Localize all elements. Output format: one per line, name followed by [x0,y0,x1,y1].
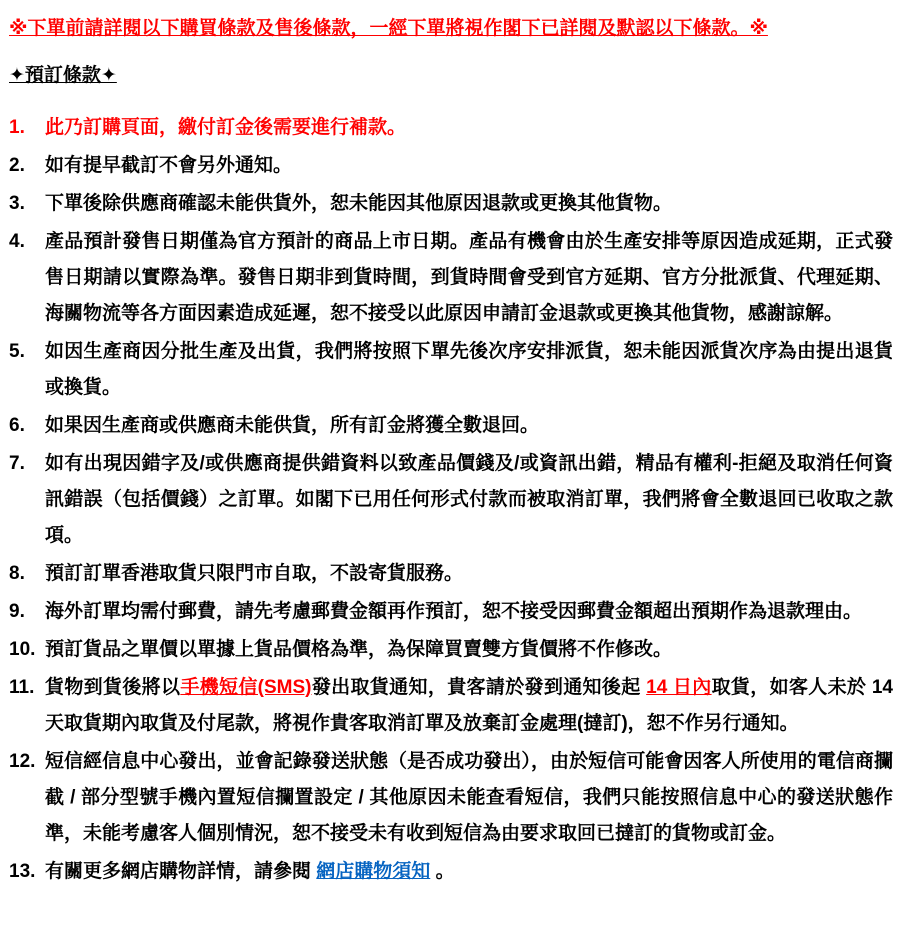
term-item [9,854,893,890]
term-number: 4. [9,231,25,252]
term-text [45,186,893,222]
term-segment: 。 [430,861,455,882]
terms-header-notice: ※下單前請詳閱以下購買條款及售後條款，一經下單將視作閣下已詳閱及默認以下條款。※ [9,18,768,39]
term-item [9,334,893,406]
term-segment: 短信經信息中心發出，並會記錄發送狀態（是否成功發出），由於短信可能會因客人所使用的電信商攔截 / 部分型號手機內置短信攔置設定 / 其他原因未能查看短信，我們只能按照信息中心的發送狀態作準，未能考慮客人個別情況，恕不接受未有收到短信為由要求取回已撻訂的貨物或訂金。 [45,751,893,844]
store-shopping-guide-link[interactable]: 網店購物須知 [316,861,431,882]
term-text [45,224,893,332]
term-segment: 手機短信(SMS) [180,677,312,698]
term-segment: 貨物到貨後將以 [45,677,181,698]
term-segment: 此乃訂購頁面，繳付訂金後需要進行補款。 [45,117,407,138]
term-text [45,148,893,184]
term-segment: 如果因生產商或供應商未能供貨，所有訂金將獲全數退回。 [45,415,540,436]
term-number: 7. [9,453,25,474]
term-segment: 海外訂單均需付郵費，請先考慮郵費金額再作預訂，恕不接受因郵費金額超出預期作為退款理由。 [45,601,863,622]
term-segment: 產品預計發售日期僅為官方預計的商品上市日期。產品有機會由於生產安排等原因造成延期，正式發售日期請以實際為準。發售日期非到貨時間，到貨時間會受到官方延期、官方分批派貨、代理延期、海關物流等各方面因素造成延遲，恕不接受以此原因申請訂金退款或更換其他貨物，感謝諒解。 [45,231,893,324]
term-text [45,110,893,146]
term-segment: 有關更多網店購物詳情，請參閱 [45,861,317,882]
term-number: 5. [9,341,25,362]
term-segment: 下單後除供應商確認未能供貨外，恕未能因其他原因退款或更換其他貨物。 [45,193,673,214]
term-segment: 14 日內 [646,677,712,698]
term-number: 3. [9,193,25,214]
term-segment: 如有提早截訂不會另外通知。 [45,155,293,176]
term-item [9,594,893,630]
term-segment: 取貨，如客人未於 14 天取貨期內取貨及付尾款，將視作貴客取消訂單及放棄訂金處理(撻訂)，恕不作另行通知。 [45,677,893,734]
preorder-terms-section-title: ✦預訂條款✦ [9,65,117,86]
term-number: 12. [9,751,36,772]
term-item [9,186,893,222]
term-text [45,632,893,668]
term-item [9,670,893,742]
term-item [9,408,893,444]
term-text [45,408,893,444]
term-number: 1. [9,117,25,138]
term-number: 6. [9,415,25,436]
term-text [45,334,893,406]
term-item [9,556,893,592]
term-text [45,594,893,630]
term-number: 13. [9,861,36,882]
term-number: 9. [9,601,25,622]
term-item [9,632,893,668]
term-item [9,744,893,852]
term-item [9,110,893,146]
term-number: 11. [9,677,35,698]
term-item [9,148,893,184]
term-item [9,224,893,332]
terms-list [9,110,893,890]
term-number: 8. [9,563,25,584]
term-item [9,446,893,554]
term-text [45,854,893,890]
term-number: 10. [9,639,36,660]
term-segment: 預訂貨品之單價以單據上貨品價格為準，為保障買賣雙方貨價將不作修改。 [45,639,673,660]
term-segment: 如因生產商因分批生產及出貨，我們將按照下單先後次序安排派貨，恕未能因派貨次序為由提出退貨或換貨。 [45,341,893,398]
term-segment: 如有出現因錯字及/或供應商提供錯資料以致產品價錢及/或資訊出錯，精品有權利-拒絕及取消任何資訊錯誤（包括價錢）之訂單。如閣下已用任何形式付款而被取消訂單，我們將會全數退回已收取之款項。 [45,453,893,546]
term-text [45,556,893,592]
term-segment: 預訂訂單香港取貨只限門市自取，不設寄貨服務。 [45,563,464,584]
term-text [45,744,893,852]
term-segment: 發出取貨通知，貴客請於發到通知後起 [311,677,647,698]
term-number: 2. [9,155,25,176]
term-text [45,670,893,742]
term-text [45,446,893,554]
